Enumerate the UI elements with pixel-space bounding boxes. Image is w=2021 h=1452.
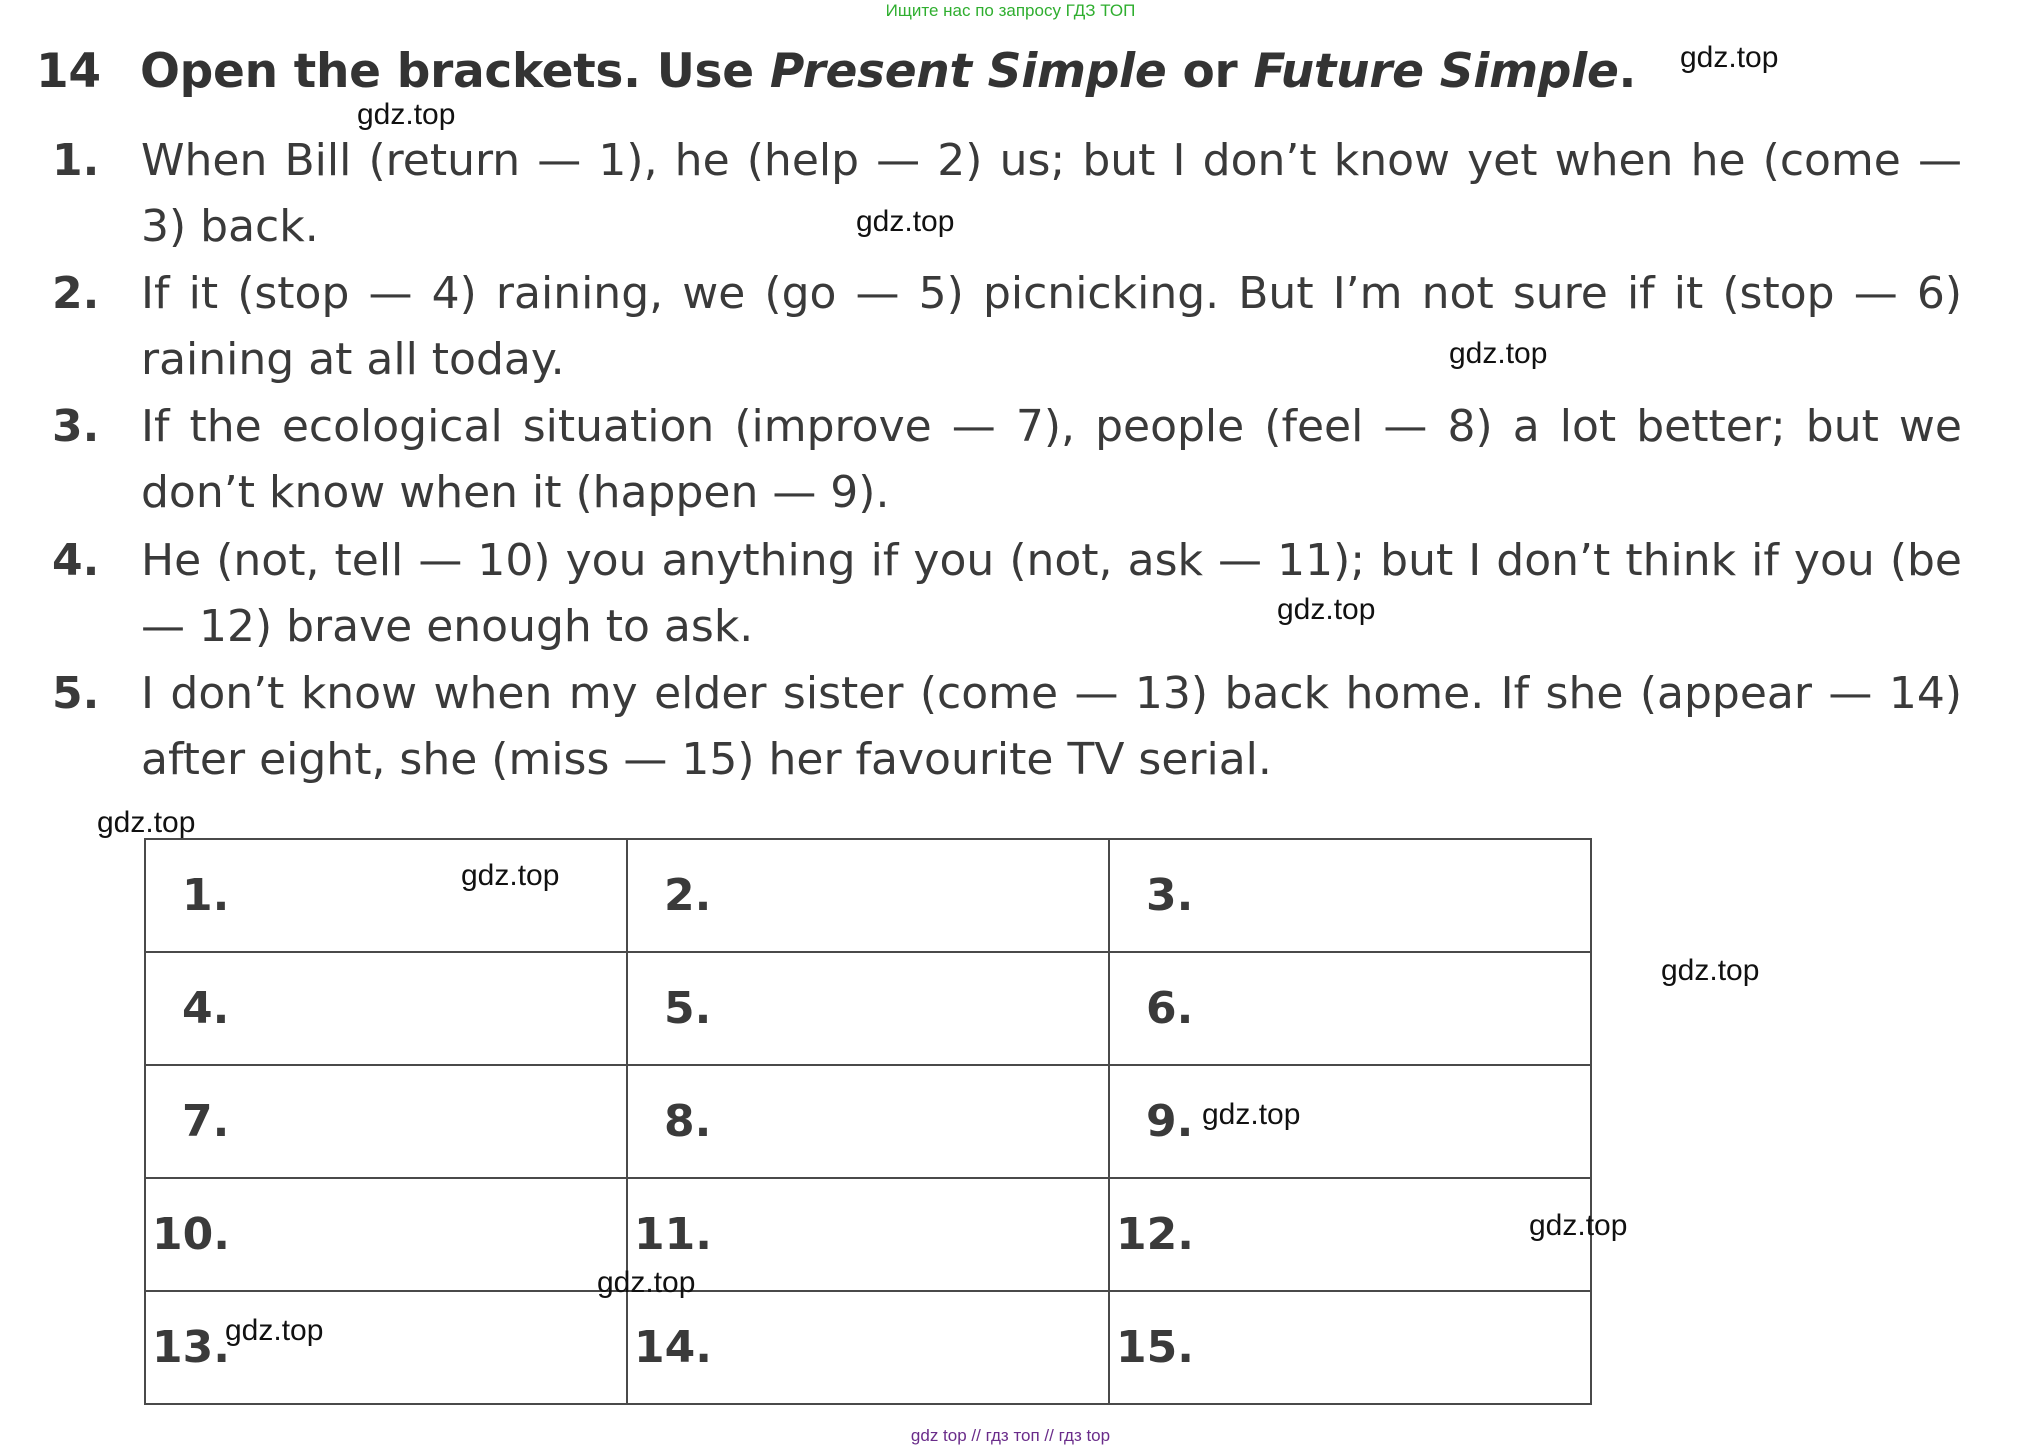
title-part: . (1618, 44, 1637, 99)
item-text: If the ecological situation (improve — 7), people (feel — 8) a lot better; but we don’t know when it (happen — 9). (141, 401, 1962, 518)
watermark-text: gdz.top (225, 1314, 324, 1347)
answer-cell[interactable]: 15. (1109, 1291, 1591, 1404)
title-tense-present: Present Simple (769, 44, 1167, 99)
exercise-item-4 (0, 528, 2021, 658)
watermark-text: gdz.top (1661, 954, 1760, 987)
item-text: He (not, tell — 10) you anything if you (not, ask — 11); but I don’t think if you (be — 12) brave enough to ask. (141, 535, 1962, 652)
item-text: I don’t know when my elder sister (come — 13) back home. If she (appear — 14) after eight, she (miss — 15) her favourite TV serial. (141, 668, 1962, 785)
item-number: 4. (52, 535, 100, 586)
item-number: 1. (52, 135, 100, 186)
answer-row (145, 952, 1591, 1065)
watermark-text: gdz.top (597, 1266, 696, 1299)
answer-row (145, 1291, 1591, 1404)
item-number: 3. (52, 401, 100, 452)
title-part: or (1166, 44, 1254, 99)
item-text: If it (stop — 4) raining, we (go — 5) picnicking. But I’m not sure if it (stop — 6) raining at all today. (141, 268, 1962, 385)
watermark-text: gdz.top (1449, 337, 1548, 370)
answer-cell[interactable]: 2. (627, 839, 1109, 952)
answer-cell[interactable]: 8. (627, 1065, 1109, 1178)
watermark-text: gdz.top (1277, 593, 1376, 626)
answer-row (145, 839, 1591, 952)
answer-grid (144, 838, 1592, 1405)
watermark-text: gdz.top (856, 205, 955, 238)
exercise-number: 14 (36, 44, 101, 99)
top-banner: Ищите нас по запросу ГДЗ ТОП (885, 1, 1136, 20)
answer-cell[interactable]: 11. (627, 1178, 1109, 1291)
exercise-title (36, 44, 1636, 99)
watermark-text: gdz.top (461, 859, 560, 892)
answer-row (145, 1065, 1591, 1178)
answer-cell[interactable]: 9. (1109, 1065, 1591, 1178)
title-tense-future: Future Simple (1253, 44, 1619, 99)
answer-cell[interactable]: 7. (145, 1065, 627, 1178)
watermark-text: gdz.top (1202, 1098, 1301, 1131)
answer-cell[interactable]: 4. (145, 952, 627, 1065)
answer-row (145, 1178, 1591, 1291)
answer-cell[interactable]: 1. (145, 839, 627, 952)
answer-cell[interactable]: 3. (1109, 839, 1591, 952)
answer-cell[interactable]: 13. (145, 1291, 627, 1404)
answer-cell[interactable]: 12. (1109, 1178, 1591, 1291)
item-number: 5. (52, 668, 100, 719)
item-number: 2. (52, 268, 100, 319)
watermark-text: gdz.top (1680, 41, 1779, 74)
title-part: Open the brackets. Use (140, 44, 770, 99)
item-text: When Bill (return — 1), he (help — 2) us; but I don’t know yet when he (come — 3) back. (141, 135, 1962, 252)
exercise-item-2 (0, 261, 2021, 391)
answer-cell[interactable]: 6. (1109, 952, 1591, 1065)
exercise-item-1 (0, 128, 2021, 258)
exercise-item-5 (0, 661, 2021, 791)
answer-cell[interactable]: 10. (145, 1178, 627, 1291)
watermark-text: gdz.top (1529, 1209, 1628, 1242)
exercise-item-3 (0, 394, 2021, 524)
watermark-text: gdz.top (97, 806, 196, 839)
answer-cell[interactable]: 5. (627, 952, 1109, 1065)
watermark-text: gdz.top (357, 98, 456, 131)
answer-cell[interactable]: 14. (627, 1291, 1109, 1404)
footer-text: gdz top // гдз топ // гдз top (910, 1426, 1111, 1445)
